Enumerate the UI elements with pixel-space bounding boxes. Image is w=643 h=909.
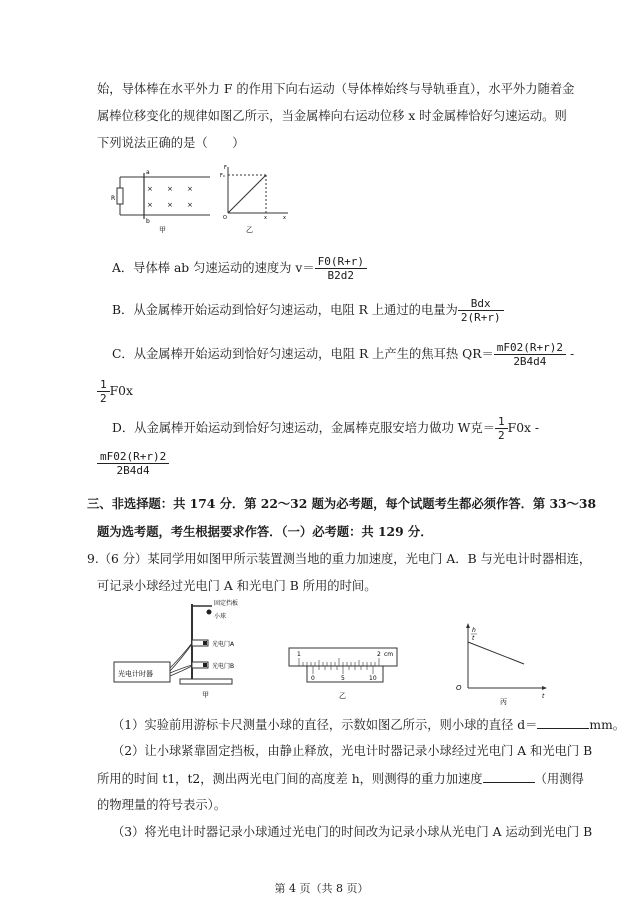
label-board: 固定挡板 (214, 600, 239, 607)
q9-line2: 可记录小球经过光电门 A 和光电门 B 所用的时间。 (97, 579, 377, 593)
option-c-half-den: 2 (100, 392, 107, 405)
unit-label: cm (384, 651, 394, 658)
label-F0: F₀ (220, 173, 225, 179)
option-b-fraction (458, 297, 504, 324)
label-gate-b: 光电门B (212, 663, 235, 670)
q8-line1: 始，导体棒在水平外力 F 的作用下向右运动（导体棒始终与导轨垂直），水平外力随着金 (97, 82, 575, 96)
label-ball: 小球 (214, 613, 227, 620)
diameter-blank[interactable] (537, 716, 589, 729)
q9-part2-line2 (97, 770, 584, 787)
label-b: b (146, 218, 150, 225)
q8-line3: 下列说法正确的是（ ） (97, 136, 245, 150)
option-b-numerator: Bdx (458, 297, 504, 311)
label-F: F (224, 165, 227, 171)
q9-part1-unit: mm。 (589, 718, 626, 732)
option-d-half-num: 1 (495, 415, 508, 429)
option-d-numerator: mF02(R+r)2 (97, 450, 169, 464)
section3-line1: 三、非选择题：共 174 分．第 22～32 题为必考题，每个试题考生都必须作答．第 33～38 (87, 496, 597, 511)
q8-line2: 属棒位移变化的规律如图乙所示，当金属棒向右运动位移 x 时金属棒恰好匀速运动。则 (97, 109, 567, 123)
q9-part2-line1: （2）让小球紧靠固定挡板，由静止释放，光电计时器记录小球经过光电门 A 和光电门 B (112, 744, 593, 758)
page-footer: 第 4 页（共 8 页） (274, 882, 369, 895)
option-c-numerator: mF02(R+r)2 (494, 341, 566, 355)
q9-part1 (112, 716, 625, 733)
option-a-fraction (315, 255, 367, 282)
field-mark: × (167, 201, 173, 209)
main-label-2: 2 (377, 651, 381, 658)
option-d-half (495, 415, 508, 442)
option-b-denominator: 2(R+r) (460, 311, 501, 324)
resistor-symbol (117, 188, 123, 204)
caption-bing: 丙 (500, 698, 507, 706)
option-a-denominator: B2d2 (327, 269, 355, 282)
q9-figure-yi (285, 644, 403, 704)
option-b-text: B．从金属棒开始运动到恰好匀速运动，电阻 R 上通过的电量为 (112, 303, 458, 317)
y-label-t: t (472, 635, 475, 642)
label-gate-a: 光电门A (212, 641, 235, 648)
graph-line (468, 642, 524, 664)
option-d (112, 415, 539, 442)
option-d-denominator: 2B4d4 (116, 464, 150, 477)
label-x-axis: x (283, 215, 286, 221)
label-O: O (223, 215, 227, 221)
option-d-fraction (97, 450, 169, 477)
q9-part2-tail: （用测得 (534, 772, 584, 786)
option-c-fraction (494, 341, 566, 368)
origin-label: O (456, 684, 462, 692)
caption-jia: 甲 (202, 691, 209, 699)
field-mark: × (167, 185, 173, 193)
field-mark: × (187, 201, 193, 209)
vernier-label-10: 10 (369, 675, 377, 682)
q9-figure-bing (452, 620, 552, 706)
ball (207, 610, 212, 615)
label-timer: 光电计时器 (118, 670, 153, 678)
q9-part1-text: （1）实验前用游标卡尺测量小球的直径，示数如图乙所示，则小球的直径 d＝ (112, 718, 538, 732)
field-mark: × (147, 201, 153, 209)
option-d-half-den: 2 (498, 429, 505, 442)
gravity-blank[interactable] (483, 770, 535, 783)
label-R: R (111, 195, 116, 202)
option-a (112, 255, 367, 282)
q8-figure-yi (218, 163, 292, 235)
option-c-continued (97, 378, 133, 405)
caption-yi: 乙 (339, 692, 346, 700)
option-c-f0x: F0x (109, 384, 133, 398)
section3-line2: 题为选考题，考生根据要求作答．（一）必考题：共 129 分． (97, 524, 433, 539)
option-c-minus: - (570, 347, 575, 361)
label-x: x (264, 215, 267, 221)
option-b (112, 297, 504, 324)
field-mark: × (187, 185, 193, 193)
option-d-continued (97, 450, 169, 477)
field-mark: × (147, 185, 153, 193)
caption-yi: 乙 (246, 226, 253, 234)
option-c-half-num: 1 (97, 378, 110, 392)
option-c-half (97, 378, 110, 405)
option-c (112, 341, 574, 368)
option-c-denominator: 2B4d4 (513, 355, 547, 368)
vernier-label-5: 5 (341, 675, 345, 682)
vernier-label-0: 0 (311, 675, 315, 682)
main-label-1: 1 (297, 651, 301, 658)
y-label-h: h (472, 627, 476, 634)
q8-figure-jia (110, 165, 220, 235)
q9-part3-line1: （3）将光电计时器记录小球通过光电门的时间改为记录小球从光电门 A 运动到光电门 B (112, 825, 593, 839)
option-d-after: F0x - (507, 421, 540, 435)
q9-figure-jia (112, 596, 282, 702)
caption-jia: 甲 (159, 226, 166, 234)
force-line (228, 175, 266, 213)
option-c-text: C．从金属棒开始运动到恰好匀速运动，电阻 R 上产生的焦耳热 QR＝ (112, 347, 494, 361)
option-d-text: D．从金属棒开始运动到恰好匀速运动，金属棒克服安培力做功 W克＝ (112, 421, 496, 435)
base-plate (180, 679, 232, 684)
option-a-text: A．导体棒 ab 匀速运动的速度为 v＝ (112, 261, 315, 275)
x-label-t: t (542, 693, 545, 700)
label-a: a (146, 169, 150, 176)
q9-part2-line3: 的物理量的符号表示）。 (97, 798, 227, 812)
q9-line1: 9.（6 分）某同学用如图甲所示装置测当地的重力加速度，光电门 A．B 与光电计时器相连， (87, 552, 592, 566)
option-a-numerator: F0(R+r) (315, 255, 367, 269)
q9-part2-text: 所用的时间 t1，t2，测出两光电门间的高度差 h，则测得的重力加速度 (97, 772, 483, 786)
